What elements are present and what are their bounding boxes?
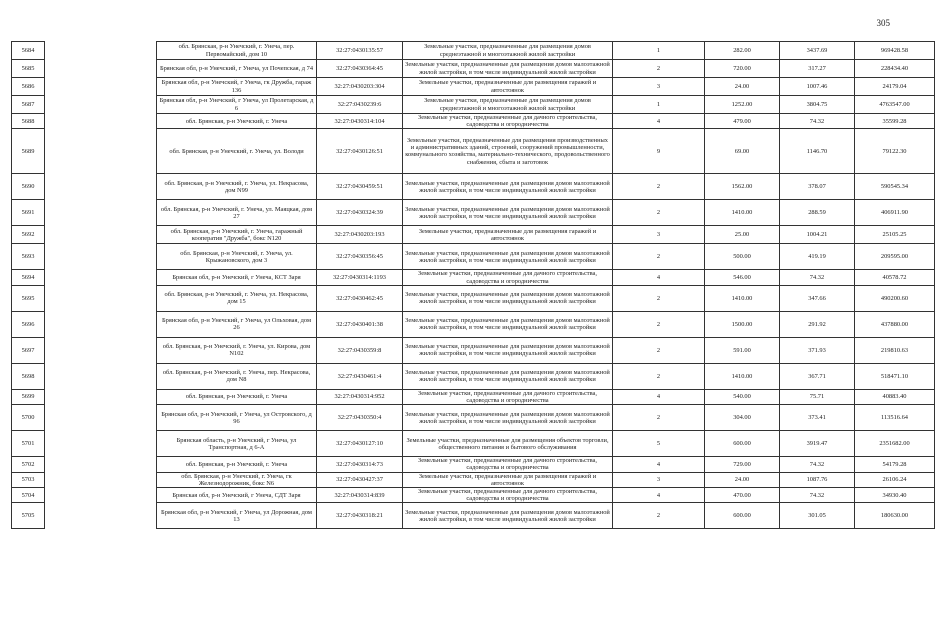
cadastral-number-cell: 32:27:0430324:39 <box>317 200 403 226</box>
address-cell: Брянская обл, р-н Унечский, г Унеча, КСТ Заря <box>157 270 317 285</box>
land-use-cell: Земельные участки, предназначенные для размещения гаражей и автостоянок <box>403 472 613 487</box>
cadastral-value-cell: 26106.24 <box>855 472 935 487</box>
cadastral-number-cell: 32:27:0430314:104 <box>317 114 403 129</box>
specific-value-cell: 74.32 <box>780 457 855 472</box>
row-number-cell: 5691 <box>12 200 45 226</box>
table-row <box>12 405 935 431</box>
use-group-cell: 2 <box>613 60 705 78</box>
address-cell: обл. Брянская, р-н Унечский, г. Унеча, ул. Некрасова, дом 15 <box>157 285 317 311</box>
row-number-cell: 5686 <box>12 78 45 96</box>
use-group-cell: 2 <box>613 337 705 363</box>
specific-value-cell: 1004.21 <box>780 226 855 244</box>
table-row <box>12 389 935 404</box>
blank-gap-cell <box>45 129 157 174</box>
area-cell: 1410.00 <box>705 363 780 389</box>
cadastral-value-cell: 34930.40 <box>855 488 935 503</box>
cadastral-number-cell: 32:27:0430203:193 <box>317 226 403 244</box>
table-row <box>12 78 935 96</box>
land-use-cell: Земельные участки, предназначенные для размещения домов малоэтажной жилой застройки, в том числе индивидуальной жилой застройки <box>403 311 613 337</box>
blank-gap-cell <box>45 226 157 244</box>
blank-gap-cell <box>45 389 157 404</box>
cadastral-number-cell: 32:27:0430314:1193 <box>317 270 403 285</box>
row-number-cell: 5684 <box>12 42 45 60</box>
table-row <box>12 457 935 472</box>
table-row <box>12 42 935 60</box>
land-use-cell: Земельные участки, предназначенные для размещения гаражей и автостоянок <box>403 226 613 244</box>
land-use-cell: Земельные участки, предназначенные для размещения домов малоэтажной жилой застройки, в том числе индивидуальной жилой застройки <box>403 405 613 431</box>
table-row <box>12 337 935 363</box>
cadastral-value-cell: 590545.34 <box>855 174 935 200</box>
use-group-cell: 9 <box>613 129 705 174</box>
cadastral-value-cell: 25105.25 <box>855 226 935 244</box>
row-number-cell: 5704 <box>12 488 45 503</box>
blank-gap-cell <box>45 311 157 337</box>
address-cell: обл. Брянская, р-н Унечский, г. Унеча, гаражный кооператив "Дружба", бокс N120 <box>157 226 317 244</box>
cadastral-number-cell: 32:27:0430314:839 <box>317 488 403 503</box>
cadastral-value-cell: 209595.00 <box>855 244 935 270</box>
area-cell: 1410.00 <box>705 285 780 311</box>
cadastral-number-cell: 32:27:0430127:10 <box>317 431 403 457</box>
specific-value-cell: 301.05 <box>780 503 855 529</box>
use-group-cell: 2 <box>613 200 705 226</box>
land-use-cell: Земельные участки, предназначенные для дачного строительства, садоводства и огородничества <box>403 114 613 129</box>
use-group-cell: 2 <box>613 405 705 431</box>
row-number-cell: 5697 <box>12 337 45 363</box>
area-cell: 540.00 <box>705 389 780 404</box>
cadastral-number-cell: 32:27:0430126:51 <box>317 129 403 174</box>
area-cell: 600.00 <box>705 503 780 529</box>
cadastral-number-cell: 32:27:0430350:4 <box>317 405 403 431</box>
area-cell: 1252.00 <box>705 96 780 114</box>
specific-value-cell: 75.71 <box>780 389 855 404</box>
cadastral-value-cell: 228434.40 <box>855 60 935 78</box>
specific-value-cell: 317.27 <box>780 60 855 78</box>
cadastral-number-cell: 32:27:0430364:45 <box>317 60 403 78</box>
cadastral-number-cell: 32:27:0430359:8 <box>317 337 403 363</box>
specific-value-cell: 3804.75 <box>780 96 855 114</box>
land-use-cell: Земельные участки, предназначенные для размещения производственных и административных зданий, строений, сооружений промышленности, коммунального хозяйства, материально-технического, продовольственного снабжения, сбыта и заготовок <box>403 129 613 174</box>
row-number-cell: 5695 <box>12 285 45 311</box>
area-cell: 591.00 <box>705 337 780 363</box>
specific-value-cell: 373.41 <box>780 405 855 431</box>
land-use-cell: Земельные участки, предназначенные для дачного строительства, садоводства и огородничества <box>403 389 613 404</box>
registry-sheet <box>11 41 910 529</box>
area-cell: 304.00 <box>705 405 780 431</box>
blank-gap-cell <box>45 337 157 363</box>
row-number-cell: 5693 <box>12 244 45 270</box>
use-group-cell: 4 <box>613 389 705 404</box>
area-cell: 1410.00 <box>705 200 780 226</box>
cadastral-number-cell: 32:27:0430462:45 <box>317 285 403 311</box>
row-number-cell: 5692 <box>12 226 45 244</box>
address-cell: обл. Брянская, р-н Унечский, г. Унеча <box>157 114 317 129</box>
table-row <box>12 226 935 244</box>
blank-gap-cell <box>45 472 157 487</box>
land-use-cell: Земельные участки, предназначенные для размещения домов среднеэтажной и многоэтажной жилой застройки <box>403 42 613 60</box>
table-row <box>12 503 935 529</box>
area-cell: 1500.00 <box>705 311 780 337</box>
land-use-cell: Земельные участки, предназначенные для размещения домов малоэтажной жилой застройки, в том числе индивидуальной жилой застройки <box>403 60 613 78</box>
cadastral-value-cell: 219810.63 <box>855 337 935 363</box>
cadastral-value-cell: 490200.60 <box>855 285 935 311</box>
cadastral-value-cell: 2351682.00 <box>855 431 935 457</box>
use-group-cell: 4 <box>613 457 705 472</box>
cadastral-number-cell: 32:27:0430239:6 <box>317 96 403 114</box>
cadastral-number-cell: 32:27:0430356:45 <box>317 244 403 270</box>
land-use-cell: Земельные участки, предназначенные для дачного строительства, садоводства и огородничества <box>403 270 613 285</box>
cadastral-value-cell: 113516.64 <box>855 405 935 431</box>
land-use-cell: Земельные участки, предназначенные для дачного строительства, садоводства и огородничества <box>403 457 613 472</box>
address-cell: Брянская обл, р-н Унечский, г Унеча, ул Почепская, д 74 <box>157 60 317 78</box>
land-use-cell: Земельные участки, предназначенные для размещения объектов торговли, общественного питания и бытового обслуживания <box>403 431 613 457</box>
use-group-cell: 3 <box>613 472 705 487</box>
blank-gap-cell <box>45 363 157 389</box>
address-cell: обл. Брянская, р-н Унечский, г. Унеча <box>157 389 317 404</box>
table-row <box>12 270 935 285</box>
specific-value-cell: 74.32 <box>780 114 855 129</box>
blank-gap-cell <box>45 60 157 78</box>
table-row <box>12 431 935 457</box>
table-row <box>12 488 935 503</box>
row-number-cell: 5700 <box>12 405 45 431</box>
table-row <box>12 60 935 78</box>
blank-gap-cell <box>45 285 157 311</box>
table-body <box>12 42 935 529</box>
row-number-cell: 5685 <box>12 60 45 78</box>
cadastral-number-cell: 32:27:0430427:37 <box>317 472 403 487</box>
specific-value-cell: 1087.76 <box>780 472 855 487</box>
use-group-cell: 1 <box>613 96 705 114</box>
blank-gap-cell <box>45 114 157 129</box>
cadastral-value-cell: 24179.04 <box>855 78 935 96</box>
specific-value-cell: 3919.47 <box>780 431 855 457</box>
address-cell: Брянская обл, р-н Унечский, г Унеча, ул Ольховая, дом 26 <box>157 311 317 337</box>
cadastral-number-cell: 32:27:0430461:4 <box>317 363 403 389</box>
specific-value-cell: 378.07 <box>780 174 855 200</box>
page-number: 305 <box>876 18 890 28</box>
row-number-cell: 5702 <box>12 457 45 472</box>
table-row <box>12 311 935 337</box>
use-group-cell: 5 <box>613 431 705 457</box>
address-cell: обл. Брянская, р-н Унечский, г. Унеча, ул. Некрасова, дом N99 <box>157 174 317 200</box>
specific-value-cell: 347.66 <box>780 285 855 311</box>
use-group-cell: 2 <box>613 311 705 337</box>
cadastral-value-cell: 79122.30 <box>855 129 935 174</box>
address-cell: обл. Брянская, р-н Унечский, г. Унеча, ул. Крыжановского, дом 3 <box>157 244 317 270</box>
row-number-cell: 5703 <box>12 472 45 487</box>
specific-value-cell: 419.19 <box>780 244 855 270</box>
cadastral-value-table <box>11 41 935 529</box>
address-cell: обл. Брянская, р-н Унечский, г. Унеча, ул. Володи <box>157 129 317 174</box>
table-row <box>12 174 935 200</box>
use-group-cell: 2 <box>613 363 705 389</box>
area-cell: 24.00 <box>705 472 780 487</box>
cadastral-number-cell: 32:27:0430314:952 <box>317 389 403 404</box>
row-number-cell: 5687 <box>12 96 45 114</box>
use-group-cell: 4 <box>613 270 705 285</box>
cadastral-value-cell: 54179.28 <box>855 457 935 472</box>
land-use-cell: Земельные участки, предназначенные для размещения домов малоэтажной жилой застройки, в том числе индивидуальной жилой застройки <box>403 244 613 270</box>
area-cell: 720.00 <box>705 60 780 78</box>
row-number-cell: 5698 <box>12 363 45 389</box>
specific-value-cell: 288.59 <box>780 200 855 226</box>
cadastral-number-cell: 32:27:0430135:57 <box>317 42 403 60</box>
use-group-cell: 2 <box>613 285 705 311</box>
cadastral-number-cell: 32:27:0430203:304 <box>317 78 403 96</box>
land-use-cell: Земельные участки, предназначенные для размещения домов малоэтажной жилой застройки, в том числе индивидуальной жилой застройки <box>403 174 613 200</box>
land-use-cell: Земельные участки, предназначенные для размещения домов малоэтажной жилой застройки, в том числе индивидуальной жилой застройки <box>403 337 613 363</box>
blank-gap-cell <box>45 244 157 270</box>
specific-value-cell: 371.93 <box>780 337 855 363</box>
specific-value-cell: 74.32 <box>780 488 855 503</box>
address-cell: обл. Брянская, р-н Унечский, г. Унеча <box>157 457 317 472</box>
row-number-cell: 5699 <box>12 389 45 404</box>
use-group-cell: 2 <box>613 174 705 200</box>
land-use-cell: Земельные участки, предназначенные для размещения домов малоэтажной жилой застройки, в том числе индивидуальной жилой застройки <box>403 285 613 311</box>
table-row <box>12 129 935 174</box>
blank-gap-cell <box>45 457 157 472</box>
cadastral-value-cell: 969428.58 <box>855 42 935 60</box>
blank-gap-cell <box>45 488 157 503</box>
area-cell: 729.00 <box>705 457 780 472</box>
area-cell: 600.00 <box>705 431 780 457</box>
blank-gap-cell <box>45 96 157 114</box>
row-number-cell: 5696 <box>12 311 45 337</box>
use-group-cell: 1 <box>613 42 705 60</box>
area-cell: 546.00 <box>705 270 780 285</box>
area-cell: 479.00 <box>705 114 780 129</box>
cadastral-value-cell: 40883.40 <box>855 389 935 404</box>
area-cell: 69.00 <box>705 129 780 174</box>
cadastral-number-cell: 32:27:0430318:21 <box>317 503 403 529</box>
cadastral-number-cell: 32:27:0430314:73 <box>317 457 403 472</box>
address-cell: Брянская обл, р-н Унечский, г Унеча, ул Дорожная, дом 13 <box>157 503 317 529</box>
area-cell: 25.00 <box>705 226 780 244</box>
blank-gap-cell <box>45 503 157 529</box>
table-row <box>12 114 935 129</box>
cadastral-value-cell: 4763547.00 <box>855 96 935 114</box>
table-row <box>12 472 935 487</box>
area-cell: 1562.00 <box>705 174 780 200</box>
use-group-cell: 2 <box>613 244 705 270</box>
cadastral-number-cell: 32:27:0430401:38 <box>317 311 403 337</box>
row-number-cell: 5705 <box>12 503 45 529</box>
address-cell: обл. Брянская, р-н Унечский, г. Унеча, ул. Кирова, дом N102 <box>157 337 317 363</box>
row-number-cell: 5701 <box>12 431 45 457</box>
address-cell: обл. Брянская, р-н Унечский, г. Унеча, гк Железнодорожник, бокс N6 <box>157 472 317 487</box>
table-row <box>12 200 935 226</box>
specific-value-cell: 1146.70 <box>780 129 855 174</box>
use-group-cell: 4 <box>613 114 705 129</box>
row-number-cell: 5689 <box>12 129 45 174</box>
address-cell: Брянская обл, р-н Унечский, г Унеча, гк Дружба, гараж 136 <box>157 78 317 96</box>
address-cell: обл. Брянская, р-н Унечский, г. Унеча, ул. Маяцкая, дом 27 <box>157 200 317 226</box>
use-group-cell: 3 <box>613 78 705 96</box>
area-cell: 500.00 <box>705 244 780 270</box>
specific-value-cell: 291.92 <box>780 311 855 337</box>
land-use-cell: Земельные участки, предназначенные для размещения домов среднеэтажной и многоэтажной жилой застройки <box>403 96 613 114</box>
cadastral-value-cell: 35599.28 <box>855 114 935 129</box>
land-use-cell: Земельные участки, предназначенные для размещения гаражей и автостоянок <box>403 78 613 96</box>
specific-value-cell: 3437.69 <box>780 42 855 60</box>
specific-value-cell: 367.71 <box>780 363 855 389</box>
cadastral-value-cell: 40578.72 <box>855 270 935 285</box>
row-number-cell: 5694 <box>12 270 45 285</box>
address-cell: обл. Брянская, р-н Унечский, г. Унеча, пер. Первомайский, дом 10 <box>157 42 317 60</box>
blank-gap-cell <box>45 405 157 431</box>
cadastral-value-cell: 518471.10 <box>855 363 935 389</box>
land-use-cell: Земельные участки, предназначенные для размещения домов малоэтажной жилой застройки, в том числе индивидуальной жилой застройки <box>403 200 613 226</box>
table-row <box>12 285 935 311</box>
table-row <box>12 96 935 114</box>
row-number-cell: 5690 <box>12 174 45 200</box>
address-cell: Брянская обл, р-н Унечский, г Унеча, СДТ Заря <box>157 488 317 503</box>
area-cell: 24.00 <box>705 78 780 96</box>
blank-gap-cell <box>45 174 157 200</box>
address-cell: Брянская обл, р-н Унечский, г Унеча, ул Пролетарская, д 6 <box>157 96 317 114</box>
land-use-cell: Земельные участки, предназначенные для размещения домов малоэтажной жилой застройки, в том числе индивидуальной жилой застройки <box>403 503 613 529</box>
area-cell: 470.00 <box>705 488 780 503</box>
cadastral-value-cell: 406911.90 <box>855 200 935 226</box>
cadastral-value-cell: 180630.00 <box>855 503 935 529</box>
table-row <box>12 244 935 270</box>
table-row <box>12 363 935 389</box>
row-number-cell: 5688 <box>12 114 45 129</box>
land-use-cell: Земельные участки, предназначенные для дачного строительства, садоводства и огородничества <box>403 488 613 503</box>
specific-value-cell: 74.32 <box>780 270 855 285</box>
blank-gap-cell <box>45 200 157 226</box>
address-cell: Брянская область, р-н Унечский, г Унеча, ул Транспортная, д 6-А <box>157 431 317 457</box>
use-group-cell: 2 <box>613 503 705 529</box>
cadastral-value-cell: 437880.00 <box>855 311 935 337</box>
area-cell: 282.00 <box>705 42 780 60</box>
blank-gap-cell <box>45 78 157 96</box>
use-group-cell: 4 <box>613 488 705 503</box>
use-group-cell: 3 <box>613 226 705 244</box>
blank-gap-cell <box>45 431 157 457</box>
address-cell: обл. Брянская, р-н Унечский, г. Унеча, пер. Некрасова, дом N8 <box>157 363 317 389</box>
address-cell: Брянская обл, р-н Унечский, г Унеча, ул Островского, д 96 <box>157 405 317 431</box>
blank-gap-cell <box>45 270 157 285</box>
land-use-cell: Земельные участки, предназначенные для размещения домов малоэтажной жилой застройки, в том числе индивидуальной жилой застройки <box>403 363 613 389</box>
blank-gap-cell <box>45 42 157 60</box>
specific-value-cell: 1007.46 <box>780 78 855 96</box>
cadastral-number-cell: 32:27:0430459:51 <box>317 174 403 200</box>
